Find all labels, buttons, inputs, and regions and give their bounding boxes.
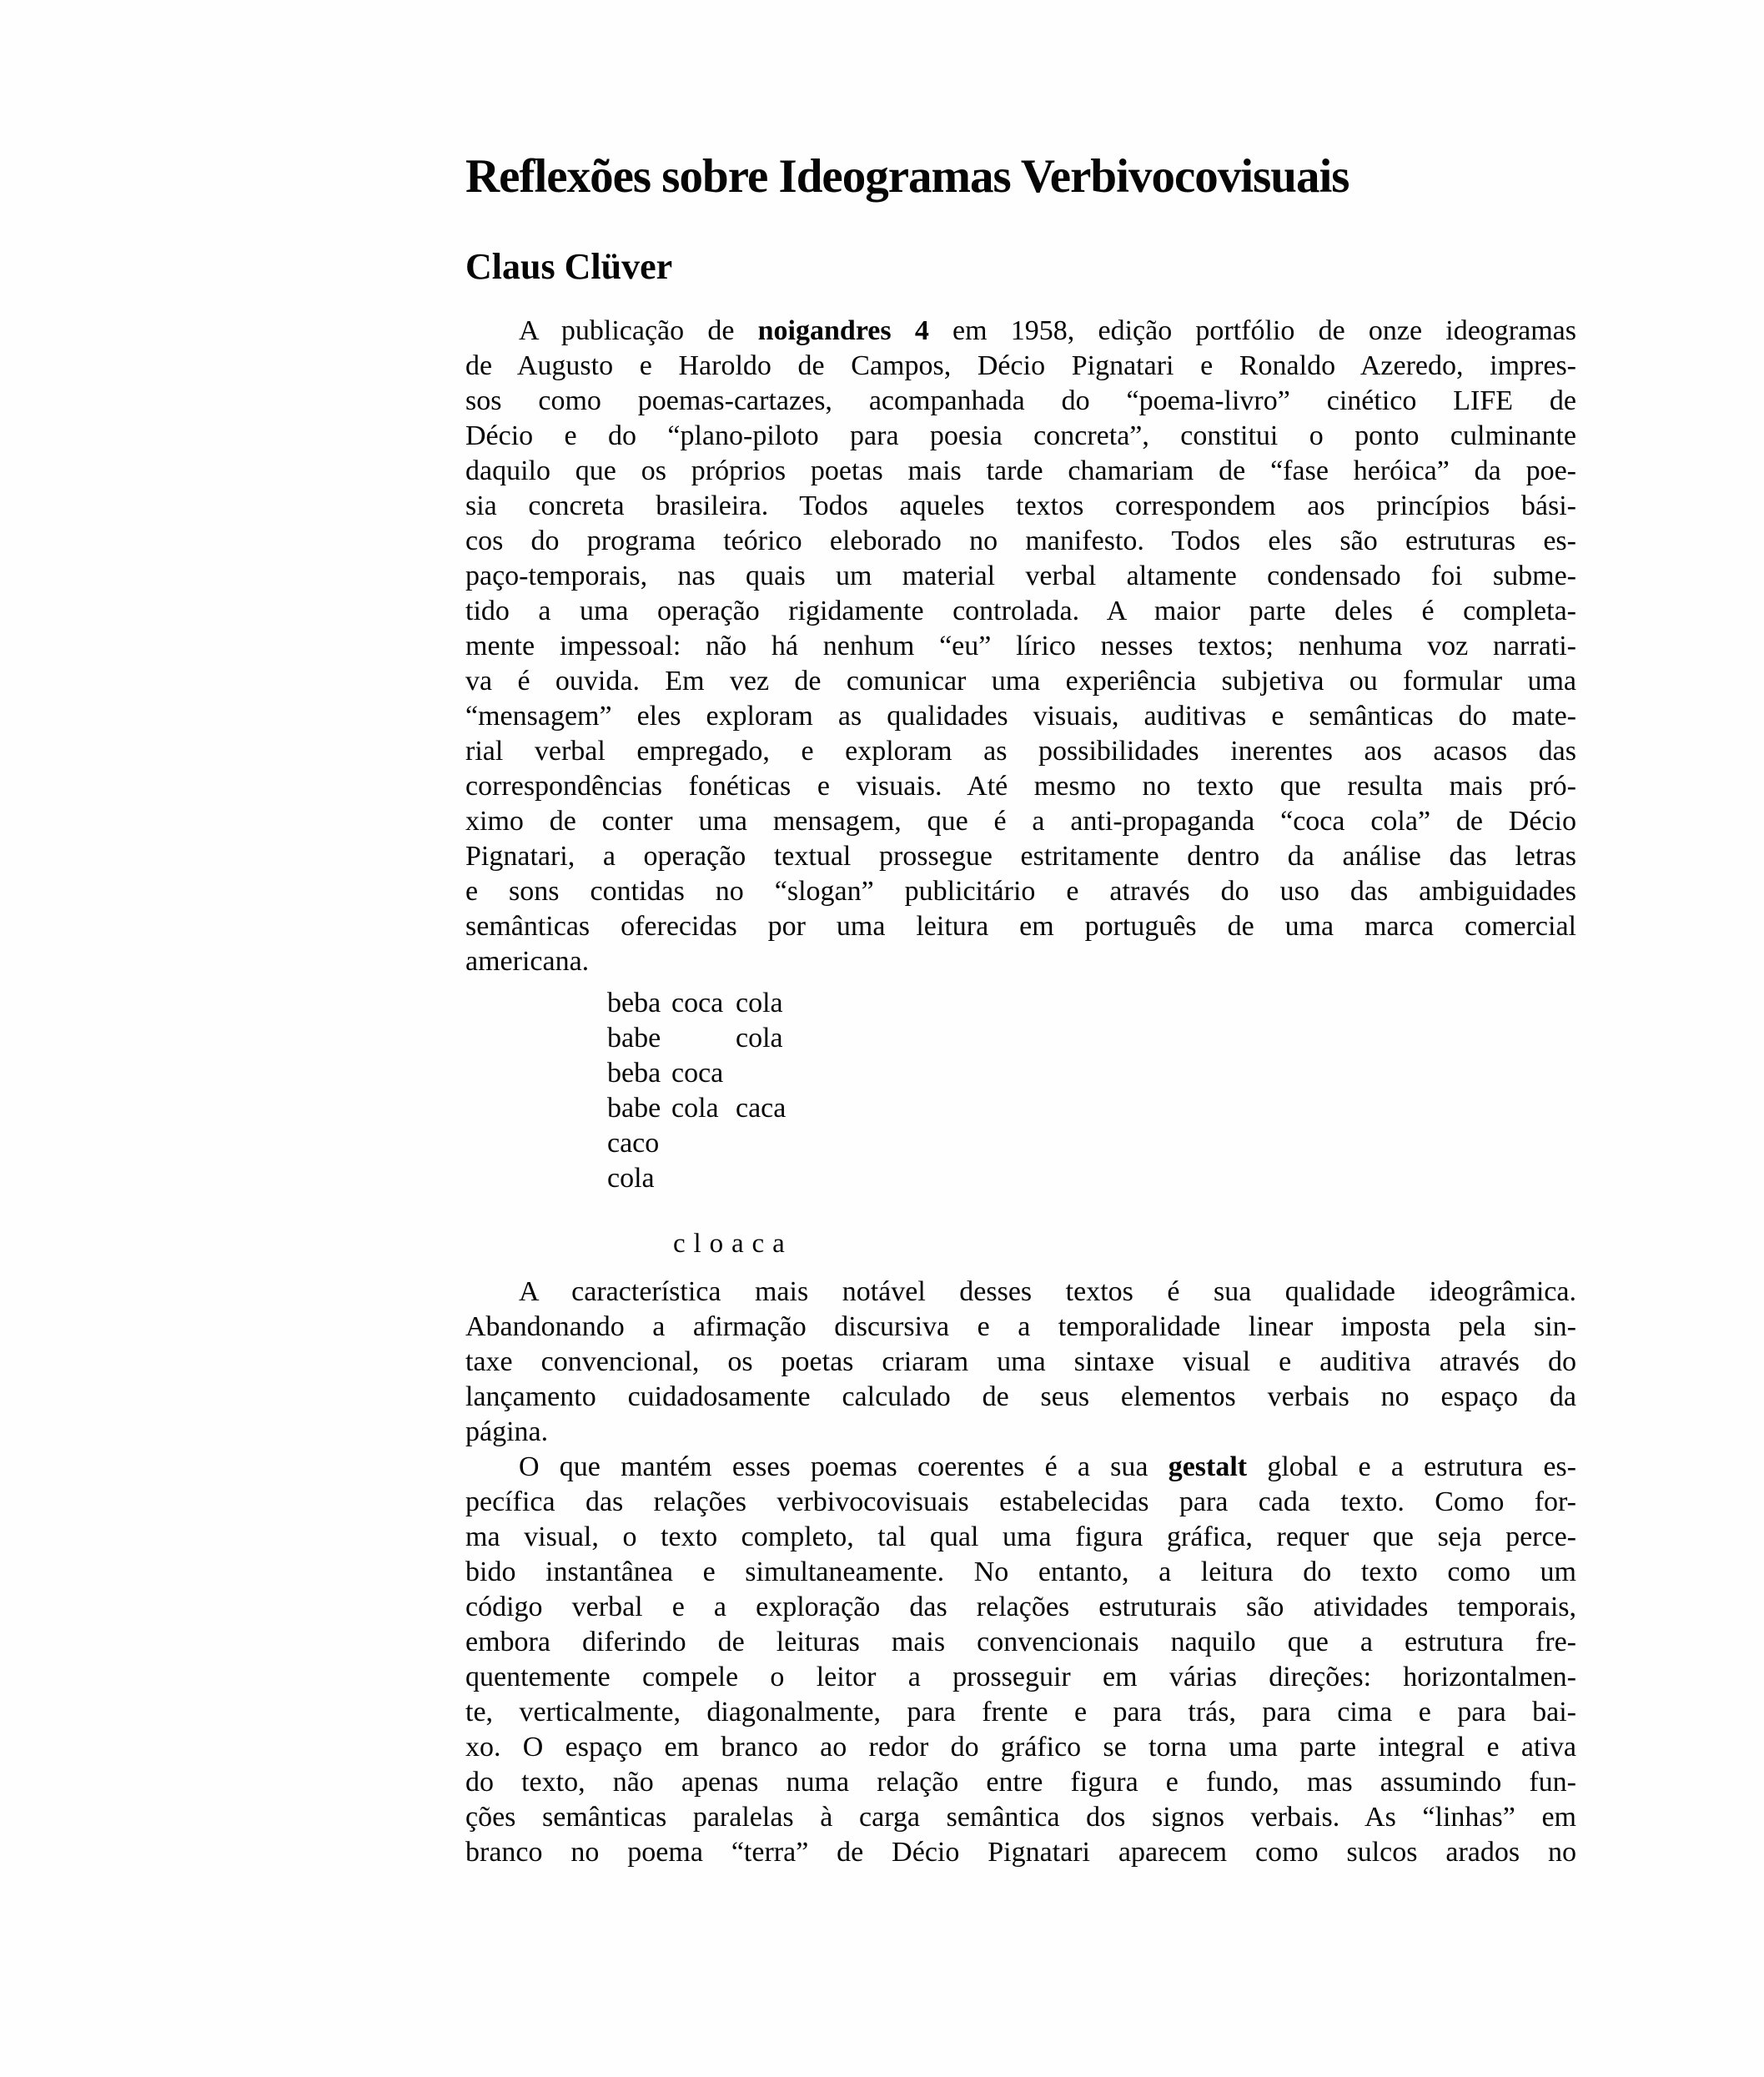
text-segment: e sons contidas no “slogan” publicitário e através do uso das ambiguidades	[465, 876, 1576, 907]
bold-term: gestalt	[1168, 1451, 1248, 1482]
text-line	[465, 1345, 1576, 1380]
text-line	[465, 1590, 1576, 1625]
paragraph-gestalt	[465, 1450, 1576, 1870]
poem-row	[607, 1021, 1576, 1056]
text-line	[465, 664, 1576, 699]
text-line	[465, 314, 1576, 349]
text-line	[465, 804, 1576, 839]
text-line	[465, 489, 1576, 524]
text-segment: va é ouvida. Em vez de comunicar uma experiência subjetiva ou formular uma	[465, 666, 1576, 697]
text-line	[465, 1800, 1576, 1835]
text-segment: página.	[465, 1416, 549, 1447]
text-line	[465, 699, 1576, 734]
text-segment: em 1958, edição portfólio de onze ideogramas	[928, 315, 1576, 346]
text-line	[465, 594, 1576, 629]
poem-row	[607, 1091, 1576, 1126]
text-segment: A publicação de	[519, 315, 758, 346]
text-line	[465, 1485, 1576, 1520]
text-segment: lançamento cuidadosamente calculado de seus elementos verbais no espaço da	[465, 1381, 1576, 1412]
text-line	[465, 524, 1576, 559]
text-segment: de Augusto e Haroldo de Campos, Décio Pignatari e Ronaldo Azeredo, impres-	[465, 350, 1576, 381]
concrete-poem-coca-cola	[607, 986, 1576, 1196]
text-line	[465, 944, 1576, 979]
text-segment: cos do programa teórico eleborado no manifesto. Todos eles são estruturas es-	[465, 526, 1576, 556]
text-segment: tido a uma operação rigidamente controlada. A maior parte deles é completa-	[465, 596, 1576, 626]
poem-coda-cloaca: cloaca	[673, 1229, 793, 1259]
text-segment: ções semânticas paralelas à carga semântica dos signos verbais. As “linhas” em	[465, 1802, 1576, 1833]
text-line	[465, 1275, 1576, 1310]
text-line	[465, 839, 1576, 874]
text-segment: A característica mais notável desses textos é sua qualidade ideogrâmica.	[519, 1276, 1576, 1307]
poem-word: beba	[607, 1058, 661, 1089]
text-segment: sos como poemas-cartazes, acompanhada do “poema-livro” cinético LIFE de	[465, 385, 1576, 416]
poem-row	[607, 1056, 1576, 1091]
text-segment: paço-temporais, nas quais um material verbal altamente condensado foi subme-	[465, 561, 1576, 591]
text-segment: te, verticalmente, diagonalmente, para frente e para trás, para cima e para bai-	[465, 1697, 1576, 1727]
text-segment: Décio e do “plano-piloto para poesia concreta”, constitui o ponto culminante	[465, 420, 1576, 451]
paragraph-ideogramic-quality	[465, 1275, 1576, 1450]
text-line	[465, 1625, 1576, 1660]
text-line	[465, 1520, 1576, 1555]
text-segment: O que mantém esses poemas coerentes é a sua	[519, 1451, 1168, 1482]
poem-word: babe	[607, 1023, 661, 1054]
text-line	[465, 1730, 1576, 1765]
text-segment: global e a estrutura es-	[1247, 1451, 1576, 1482]
text-line	[465, 1765, 1576, 1800]
poem-word: babe	[607, 1093, 661, 1124]
text-line	[465, 874, 1576, 909]
poem-word: caca	[736, 1093, 787, 1124]
poem-word: coca	[671, 988, 724, 1018]
text-line	[465, 419, 1576, 454]
text-segment: quentemente compele o leitor a prosseguir em várias direções: horizontalmen-	[465, 1662, 1576, 1692]
poem-word: coca	[671, 1058, 724, 1089]
text-line	[465, 559, 1576, 594]
text-column	[465, 0, 1576, 1870]
text-line	[465, 384, 1576, 419]
text-line	[465, 1555, 1576, 1590]
text-line	[465, 454, 1576, 489]
text-line	[465, 769, 1576, 804]
author-name: Claus Clüver	[465, 246, 673, 287]
poem-word: cola	[736, 1023, 783, 1054]
text-line	[465, 629, 1576, 664]
text-segment: código verbal e a exploração das relações estruturais são atividades temporais,	[465, 1592, 1576, 1622]
text-line	[465, 1695, 1576, 1730]
text-segment: taxe convencional, os poetas criaram uma sintaxe visual e auditiva através do	[465, 1346, 1576, 1377]
text-line	[465, 1380, 1576, 1415]
text-line	[465, 1310, 1576, 1345]
text-segment: embora diferindo de leituras mais convencionais naquilo que a estrutura fre-	[465, 1627, 1576, 1657]
text-segment: correspondências fonéticas e visuais. Até mesmo no texto que resulta mais pró-	[465, 771, 1576, 802]
text-segment: semânticas oferecidas por uma leitura em português de uma marca comercial	[465, 911, 1576, 942]
text-segment: pecífica das relações verbivocovisuais estabelecidas para cada texto. Como for-	[465, 1486, 1576, 1517]
text-segment: do texto, não apenas numa relação entre figura e fundo, mas assumindo fun-	[465, 1767, 1576, 1798]
text-segment: Abandonando a afirmação discursiva e a temporalidade linear imposta pela sin-	[465, 1311, 1576, 1342]
text-line	[465, 1660, 1576, 1695]
text-segment: xo. O espaço em branco ao redor do gráfico se torna uma parte integral e ativa	[465, 1732, 1576, 1763]
text-segment: americana.	[465, 946, 590, 977]
poem-row	[607, 986, 1576, 1021]
text-line	[465, 349, 1576, 384]
text-segment: bido instantânea e simultaneamente. No entanto, a leitura do texto como um	[465, 1556, 1576, 1587]
text-line	[465, 1415, 1576, 1450]
paragraph-intro	[465, 314, 1576, 979]
poem-word: cola	[671, 1093, 719, 1124]
text-line	[465, 1450, 1576, 1485]
bold-term: noigandres 4	[757, 315, 929, 346]
text-segment: Pignatari, a operação textual prossegue estritamente dentro da análise das letras	[465, 841, 1576, 872]
text-segment: branco no poema “terra” de Décio Pignatari aparecem como sulcos arados no	[465, 1837, 1576, 1868]
text-line	[465, 1835, 1576, 1870]
poem-row	[607, 1126, 1576, 1161]
text-segment: mente impessoal: não há nenhum “eu” lírico nesses textos; nenhuma voz narrati-	[465, 631, 1576, 661]
text-segment: rial verbal empregado, e exploram as possibilidades inerentes aos acasos das	[465, 736, 1576, 767]
text-segment: ximo de conter uma mensagem, que é a anti-propaganda “coca cola” de Décio	[465, 806, 1576, 837]
text-line	[465, 734, 1576, 769]
text-segment: “mensagem” eles exploram as qualidades visuais, auditivas e semânticas do mate-	[465, 701, 1576, 732]
text-segment: sia concreta brasileira. Todos aqueles textos correspondem aos princípios bási-	[465, 490, 1576, 521]
poem-word: cola	[607, 1163, 655, 1194]
poem-word: caco	[607, 1128, 660, 1159]
text-segment: ma visual, o texto completo, tal qual uma figura gráfica, requer que seja perce-	[465, 1521, 1576, 1552]
poem-word: cola	[736, 988, 783, 1018]
article-title: Reflexões sobre Ideogramas Verbivocovisuais	[465, 150, 1349, 203]
article-body	[465, 314, 1576, 1870]
text-line	[465, 909, 1576, 944]
text-segment: daquilo que os próprios poetas mais tarde chamariam de “fase heróica” da poe-	[465, 455, 1576, 486]
poem-row	[607, 1161, 1576, 1196]
poem-word: beba	[607, 988, 661, 1018]
